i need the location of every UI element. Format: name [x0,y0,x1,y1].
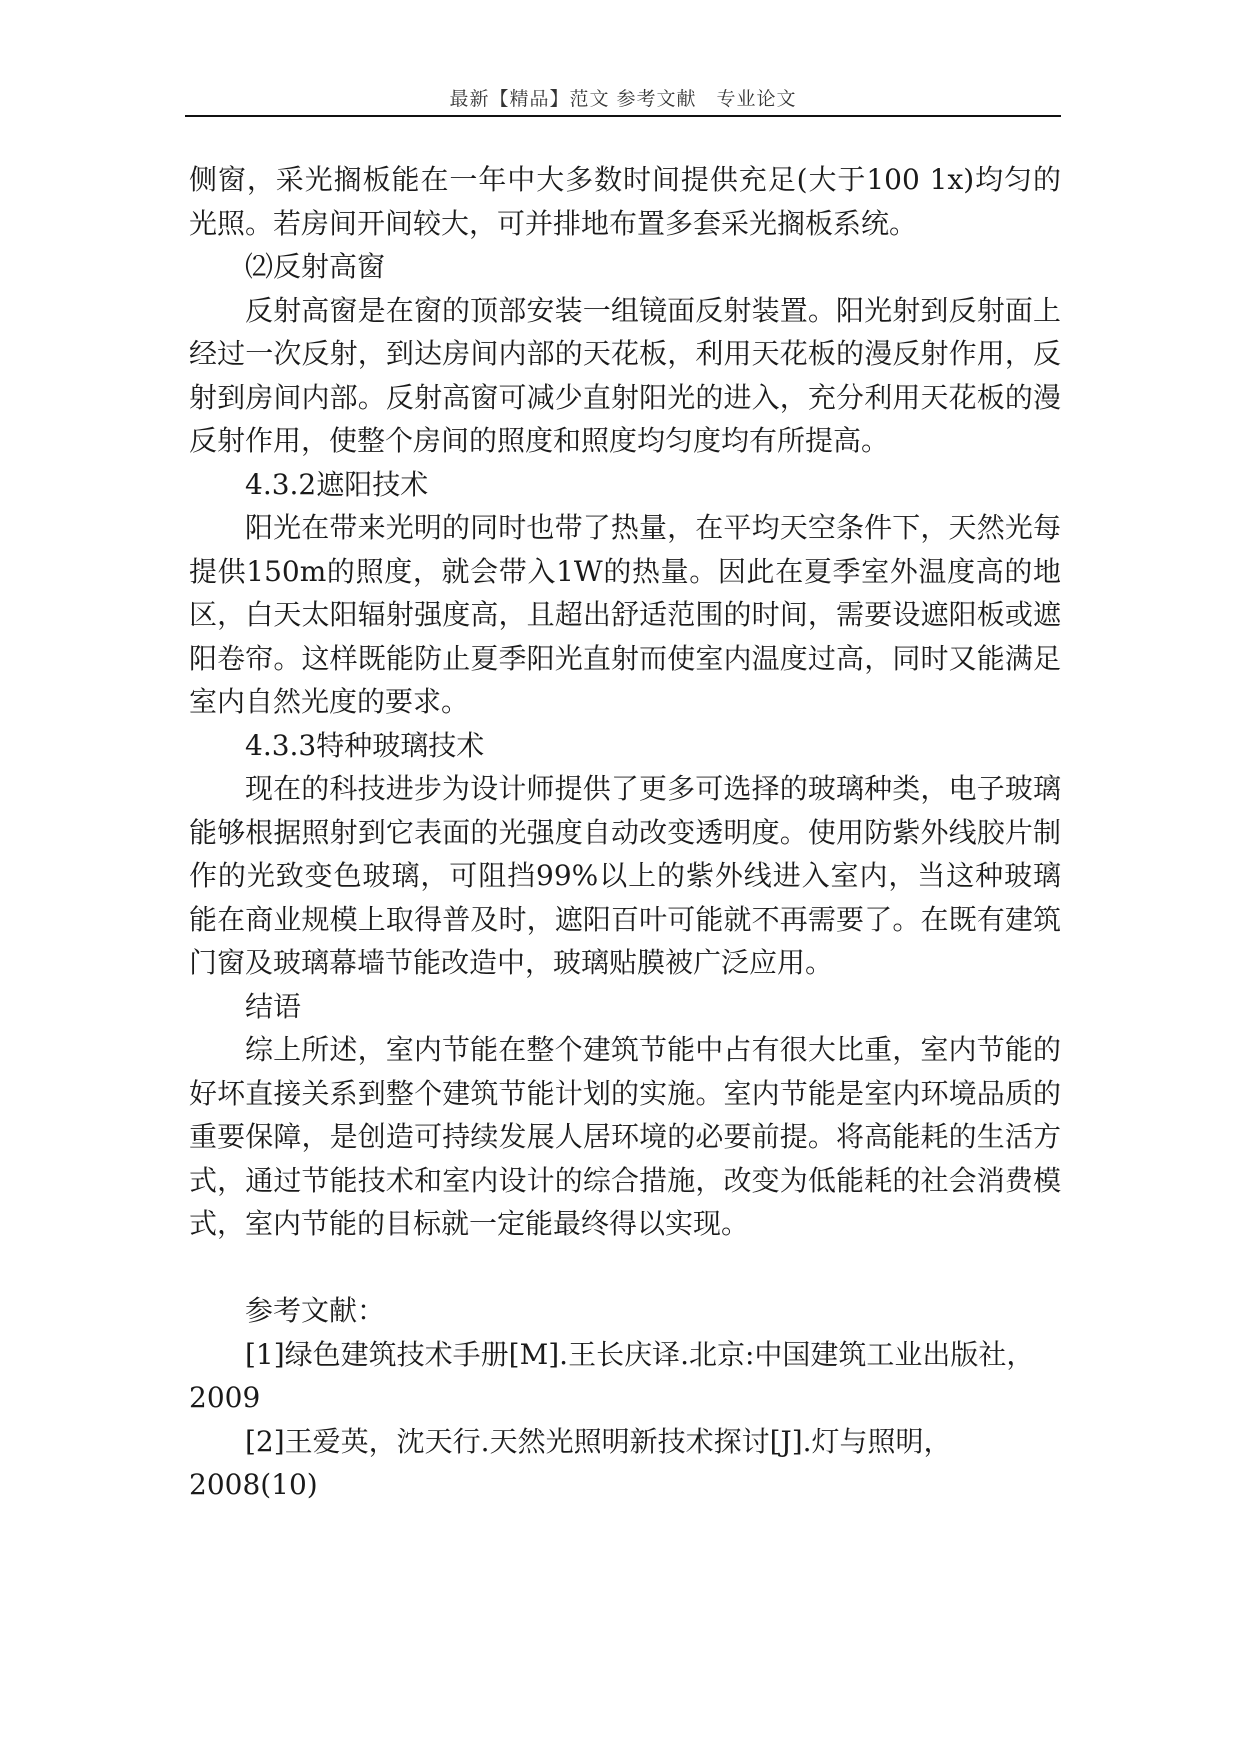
page-header: 最新【精品】范文 参考文献 专业论文 [449,88,797,110]
paragraph-reflective-clerestory: 反射高窗是在窗的顶部安装一组镜面反射装置。阳光射到反射面上经过一次反射，到达房间内部的天花板，利用天花板的漫反射作用，反射到房间内部。反射高窗可减少直射阳光的进入，充分利用天花板的漫反射作用，使整个房间的照度和照度均匀度均有所提高。 [189,293,1061,457]
paragraph-continued: 侧窗，采光搁板能在一年中大多数时间提供充足(大于100 1x)均匀的光照。若房间开间较大，可并排地布置多套采光搁板系统。 [189,163,1061,240]
section-heading-conclusion: 结语 [245,989,302,1023]
section-heading-special-glass: 4.3.3特种玻璃技术 [245,728,485,762]
header-divider [185,115,1061,117]
paragraph-shading: 阳光在带来光明的同时也带了热量，在平均天空条件下，天然光每提供150m的照度，就会带入1W的热量。因此在夏季室外温度高的地区，白天太阳辐射强度高，且超出舒适范围的时间，需要设遮阳板或遮阳卷帘。这样既能防止夏季阳光直射而使室内温度过高，同时又能满足室内自然光度的要求。 [189,511,1061,718]
reference-item: [2]王爱英，沈天行.天然光照明新技术探讨[J].灯与照明，2008(10) [189,1424,952,1501]
reference-item: [1]绿色建筑技术手册[M].王长庆译.北京:中国建筑工业出版社，2009 [189,1337,1035,1414]
section-heading-shading: 4.3.2遮阳技术 [245,467,429,501]
references-title: 参考文献： [245,1294,386,1327]
spacer [189,1246,1061,1290]
section-heading-reflective-clerestory: ⑵反射高窗 [245,250,386,283]
paragraph-special-glass: 现在的科技进步为设计师提供了更多可选择的玻璃种类，电子玻璃能够根据照射到它表面的光强度自动改变透明度。使用防紫外线胶片制作的光致变色玻璃，可阻挡99%以上的紫外线进入室内，当这种玻璃能在商业规模上取得普及时，遮阳百叶可能就不再需要了。在既有建筑门窗及玻璃幕墙节能改造中，玻璃贴膜被广泛应用。 [189,772,1061,979]
document-body [189,158,1061,1507]
paragraph-conclusion: 综上所述，室内节能在整个建筑节能中占有很大比重，室内节能的好坏直接关系到整个建筑节能计划的实施。室内节能是室内环境品质的重要保障，是创造可持续发展人居环境的必要前提。将高能耗的生活方式，通过节能技术和室内设计的综合措施，改变为低能耗的社会消费模式，室内节能的目标就一定能最终得以实现。 [189,1033,1061,1240]
